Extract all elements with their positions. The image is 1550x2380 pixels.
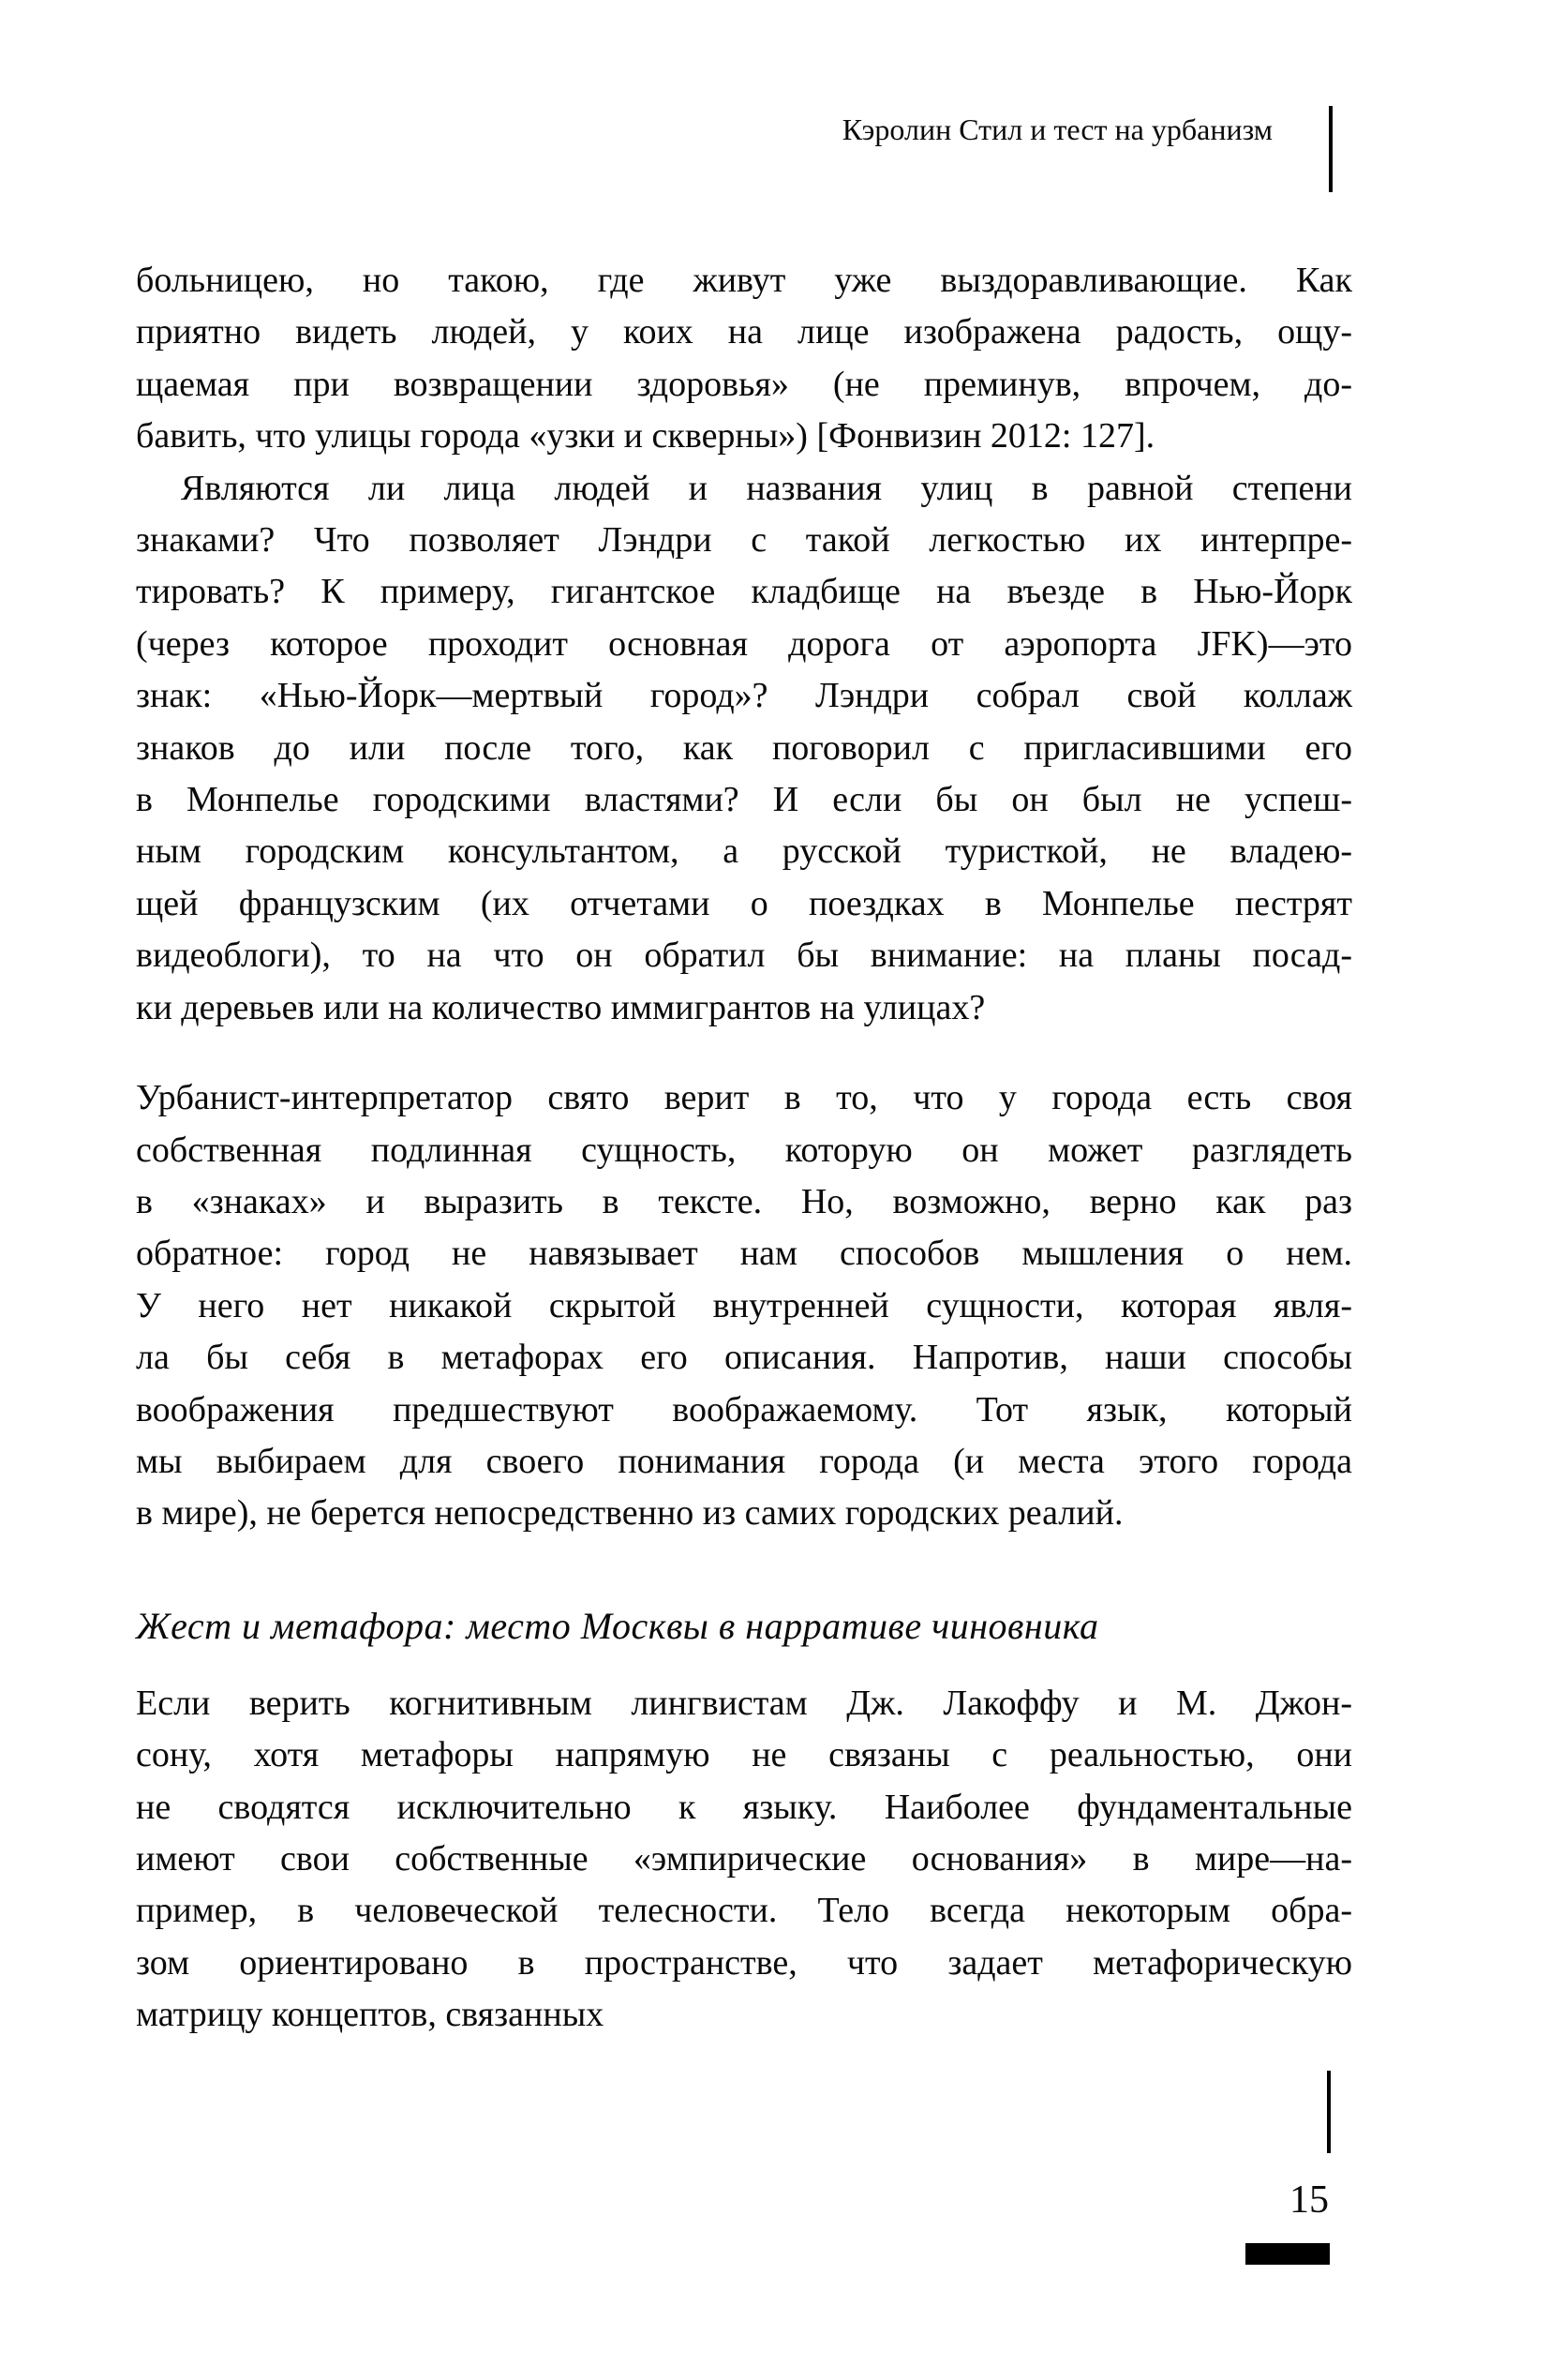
paragraph-2 <box>136 463 1352 1034</box>
text-line: в Монпелье городскими властями? И если бы он был не успеш- <box>136 780 1352 820</box>
text-line: воображения предшествуют воображаемому. Тот язык, который <box>136 1389 1352 1429</box>
text-line: щей французским (их отчетами о поездках в Монпелье пестрят <box>136 883 1352 923</box>
text-line: сону, хотя метафоры напрямую не связаны с реальностью, они <box>136 1735 1352 1775</box>
running-head: Кэролин Стил и тест на урбанизм <box>842 112 1273 146</box>
text-line: Являются ли лица людей и названия улиц в равной степени <box>181 468 1352 508</box>
text-line: пример, в человеческой телесности. Тело всегда некоторым обра- <box>136 1891 1352 1931</box>
text-line: ным городским консультантом, а русской туристкой, не владею- <box>136 831 1352 872</box>
text-line: бавить, что улицы города «узки и скверны») [Фонвизин 2012: 127]. <box>136 416 1155 457</box>
text-line: приятно видеть людей, у коих на лице изображена радость, ощу- <box>136 312 1352 352</box>
text-line: Урбанист-интерпретатор свято верит в то, что у города есть своя <box>136 1078 1352 1118</box>
text-line: больницею, но такою, где живут уже выздоравливающие. Как <box>136 261 1352 300</box>
text-line: обратное: город не навязывает нам способов мышления о нем. <box>136 1234 1352 1274</box>
section-heading: Жест и метафора: место Москвы в нарративе чиновника <box>136 1604 1099 1647</box>
text-line: знак: «Нью-Йорк—мертвый город»? Лэндри собрал свой коллаж <box>136 676 1352 716</box>
text-line: в мире), не берется непосредственно из самих городских реалий. <box>136 1493 1124 1534</box>
text-line: знаков до или после того, как поговорил с пригласившими его <box>136 727 1352 768</box>
text-line: видеоблоги), то на что он обратил бы внимание: на планы посад- <box>136 936 1352 976</box>
text-column <box>136 255 1352 2042</box>
paragraph-4 <box>136 1678 1352 2042</box>
footer-black-bar <box>1245 2243 1330 2265</box>
text-line: собственная подлинная сущность, которую он может разглядеть <box>136 1130 1352 1170</box>
text-line: У него нет никакой скрытой внутренней сущности, которая явля- <box>136 1285 1352 1325</box>
header-rule <box>1329 106 1333 192</box>
page-number: 15 <box>1289 2178 1329 2222</box>
text-line: ки деревьев или на количество иммигрантов на улицах? <box>136 987 986 1027</box>
text-line: не сводятся исключительно к языку. Наиболее фундаментальные <box>136 1787 1352 1827</box>
text-line: мы выбираем для своего понимания города (и места этого города <box>136 1441 1352 1481</box>
text-line: Если верить когнитивным лингвистам Дж. Лакоффу и М. Джон- <box>136 1683 1352 1723</box>
text-line: в «знаках» и выразить в тексте. Но, возможно, верно как раз <box>136 1181 1352 1221</box>
footer-rule <box>1327 2071 1331 2153</box>
paragraph-1 <box>136 255 1352 463</box>
text-line: зом ориентировано в пространстве, что задает метафорическую <box>136 1942 1352 1983</box>
text-line: матрицу концептов, связанных <box>136 1995 604 2035</box>
text-line: щаемая при возвращении здоровья» (не преминув, впрочем, до- <box>136 364 1352 404</box>
text-line: знаками? Что позволяет Лэндри с такой легкостью их интерпре- <box>136 520 1352 561</box>
text-line: тировать? К примеру, гигантское кладбище на въезде в Нью-Йорк <box>136 572 1352 612</box>
text-line: (через которое проходит основная дорога от аэропорта JFK)—это <box>136 623 1352 664</box>
text-line: ла бы себя в метафорах его описания. Напротив, наши способы <box>136 1338 1352 1378</box>
text-line: имеют свои собственные «эмпирические основания» в мире—на- <box>136 1838 1352 1879</box>
paragraph-3 <box>136 1072 1352 1540</box>
